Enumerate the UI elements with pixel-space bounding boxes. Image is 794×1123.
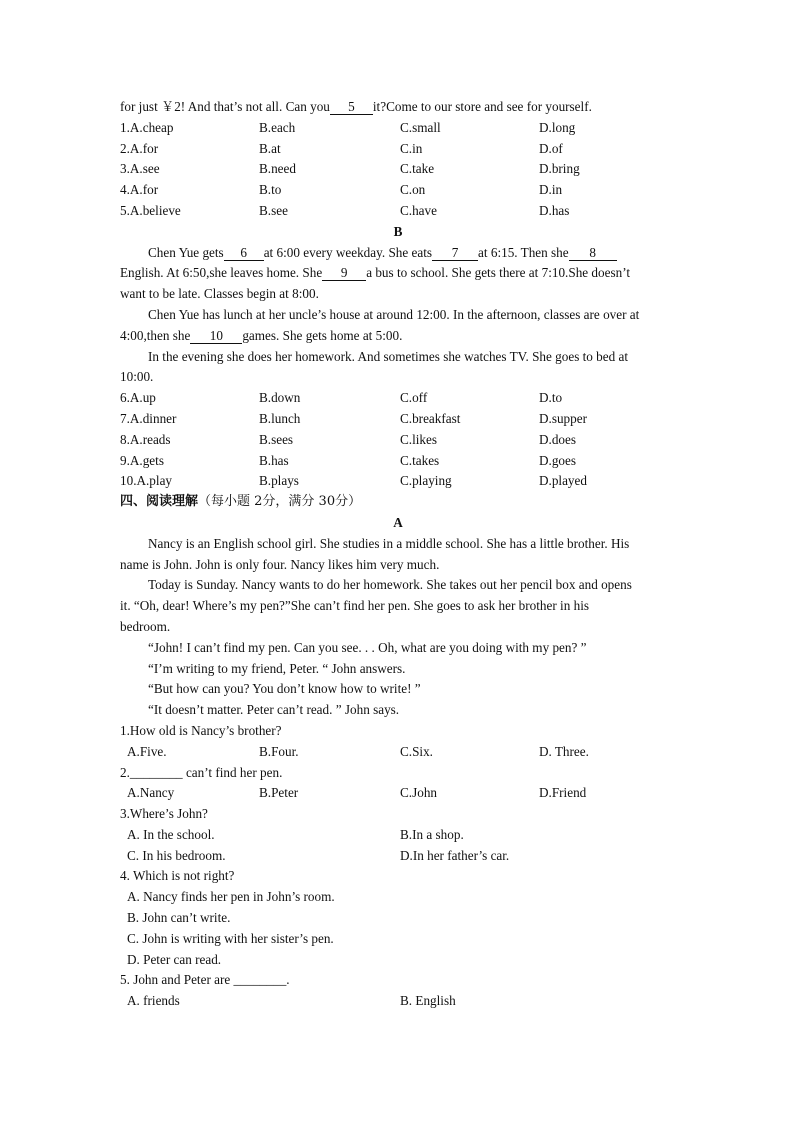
option-d: D.played (539, 473, 587, 489)
section-b-title: B (393, 223, 403, 239)
option-d: D.to (539, 390, 563, 406)
text: . (286, 972, 290, 988)
option-b: B.In a shop. (400, 826, 464, 842)
option-a: 1.A.cheap (120, 119, 174, 135)
passage-b-line: 10:00. (120, 369, 154, 385)
page-content (120, 97, 676, 1012)
text: 5. John and Peter are (120, 972, 234, 988)
text: 4:00,then she (120, 327, 191, 343)
option-a: 9.A.gets (120, 452, 164, 468)
text: a bus to school. She gets there at 7:10.She doesn’t (366, 265, 631, 281)
option-c: C.in (400, 140, 423, 156)
text: Chen Yue gets (148, 244, 224, 260)
option-c: C.take (400, 161, 435, 177)
option-c: C. In his bedroom. (127, 847, 226, 863)
option-row-10 (120, 471, 676, 492)
question-stem (120, 970, 676, 991)
option-a: A.Nancy (127, 785, 175, 801)
option-b: B.Peter (259, 785, 299, 801)
text: 2. (120, 764, 130, 780)
passage-b-line: want to be late. Classes begin at 8:00. (120, 286, 319, 302)
option-d: D.has (539, 202, 570, 218)
option-d: D.of (539, 140, 563, 156)
blank-10: 10 (190, 328, 242, 344)
option-a: A. Nancy finds her pen in John’s room. (127, 889, 335, 905)
option-a: 5.A.believe (120, 202, 181, 218)
option-row-9 (120, 451, 676, 472)
question-stem: 3.Where’s John? (120, 806, 208, 822)
option-d: D.In her father’s car. (400, 847, 510, 863)
option-row-2 (120, 139, 676, 160)
option-a: A. In the school. (127, 826, 215, 842)
reading-a-title: A (393, 514, 403, 530)
option-a: 2.A.for (120, 140, 159, 156)
reading-line: “John! I can’t find my pen. Can you see. . . Oh, what are you doing with my pen? ” (148, 639, 587, 655)
passage-b-line: In the evening she does her homework. And sometimes she watches TV. She goes to bed at (148, 348, 629, 364)
option-c: C. John is writing with her sister’s pen. (127, 930, 334, 946)
option-d: D.bring (539, 161, 580, 177)
option-c: C.off (400, 390, 428, 406)
option-b: B.each (259, 119, 296, 135)
text: at 6:00 every weekday. She eats (263, 244, 433, 260)
option-a: 6.A.up (120, 390, 156, 406)
option-d: D.long (539, 119, 576, 135)
option-row-6 (120, 388, 676, 409)
option-c: C.small (400, 119, 441, 135)
option-d: D. Three. (539, 743, 589, 759)
option-b: B.down (259, 390, 301, 406)
reading-line: “I’m writing to my friend, Peter. “ John answers. (148, 660, 406, 676)
option-b: B.need (259, 161, 296, 177)
cloze-a-last-line (120, 97, 676, 118)
reading-line: “But how can you? You don’t know how to write! ” (148, 681, 421, 697)
question-stem: 1.How old is Nancy’s brother? (120, 722, 282, 738)
option-row-8 (120, 430, 676, 451)
section-heading-note: （每小题 2分，满分 30分） (198, 494, 362, 510)
option-a: 4.A.for (120, 182, 159, 198)
question-options (120, 991, 676, 1012)
option-a: 3.A.see (120, 161, 160, 177)
option-b: B.see (259, 202, 288, 218)
option-b: B.lunch (259, 410, 301, 426)
section-heading-title: 四、阅读理解 (120, 494, 199, 510)
option-c: C.John (400, 785, 438, 801)
blank-5: 5 (330, 99, 373, 115)
text: it?Come to our store and see for yourself. (372, 99, 592, 114)
option-row-5 (120, 201, 676, 222)
option-row-1 (120, 118, 676, 139)
reading-line: it. “Oh, dear! Where’s my pen?”She can’t find her pen. She goes to ask her brother in his (120, 598, 589, 614)
option-row-3 (120, 159, 676, 180)
option-d: D.does (539, 431, 576, 447)
option-b: B.sees (259, 431, 294, 447)
question-stem (120, 763, 676, 784)
option-b: B.plays (259, 473, 299, 489)
option-c: C.breakfast (400, 410, 461, 426)
option-a: 10.A.play (120, 473, 173, 489)
option-row-4 (120, 180, 676, 201)
option-row-7 (120, 409, 676, 430)
passage-b-line (120, 263, 676, 284)
text: can’t find her pen. (182, 764, 283, 780)
option-d: D.goes (539, 452, 576, 468)
option-c: C.playing (400, 473, 452, 489)
section-heading (120, 492, 676, 513)
option-c: C.Six. (400, 743, 433, 759)
option-c: C.have (400, 202, 437, 218)
option-d: D.in (539, 182, 563, 198)
question-options (120, 825, 676, 846)
question-stem: 4. Which is not right? (120, 868, 235, 884)
option-d: D.supper (539, 410, 587, 426)
passage-b-line (120, 326, 676, 347)
reading-line: name is John. John is only four. Nancy likes him very much. (120, 556, 440, 572)
option-b: B.Four. (259, 743, 299, 759)
option-a: A.Five. (127, 743, 167, 759)
option-b: B. English (400, 993, 456, 1009)
question-options (120, 742, 676, 763)
option-d: D. Peter can read. (127, 951, 222, 967)
reading-line: bedroom. (120, 618, 171, 634)
text: ________ (129, 764, 183, 780)
option-a: 8.A.reads (120, 431, 171, 447)
text: at 6:15. Then she (478, 244, 569, 260)
text: ________ (233, 972, 287, 988)
text: English. At 6:50,she leaves home. She (120, 265, 323, 281)
blank-7: 7 (432, 245, 478, 261)
text: for just ￥2! And that’s not all. Can you (120, 99, 330, 114)
option-a: 7.A.dinner (120, 410, 177, 426)
option-c: C.on (400, 182, 426, 198)
blank-6: 6 (224, 245, 264, 261)
passage-b-line (120, 243, 676, 264)
question-options (120, 783, 676, 804)
reading-line: Nancy is an English school girl. She studies in a middle school. She has a little brother. His (148, 535, 630, 551)
option-a: A. friends (127, 993, 180, 1009)
reading-line: “It doesn’t matter. Peter can’t read. ” John says. (148, 702, 400, 718)
question-options (120, 846, 676, 867)
option-c: C.likes (400, 431, 437, 447)
option-c: C.takes (400, 452, 440, 468)
option-b: B.to (259, 182, 282, 198)
option-d: D.Friend (539, 785, 587, 801)
option-b: B. John can’t write. (127, 910, 231, 926)
text: games. She gets home at 5:00. (242, 327, 403, 343)
passage-b-line: Chen Yue has lunch at her uncle’s house at around 12:00. In the afternoon, classes are over at (148, 306, 640, 322)
option-b: B.at (259, 140, 281, 156)
reading-line: Today is Sunday. Nancy wants to do her homework. She takes out her pencil box and opens (148, 577, 632, 593)
blank-8: 8 (569, 245, 617, 261)
blank-9: 9 (322, 265, 366, 281)
option-b: B.has (259, 452, 289, 468)
